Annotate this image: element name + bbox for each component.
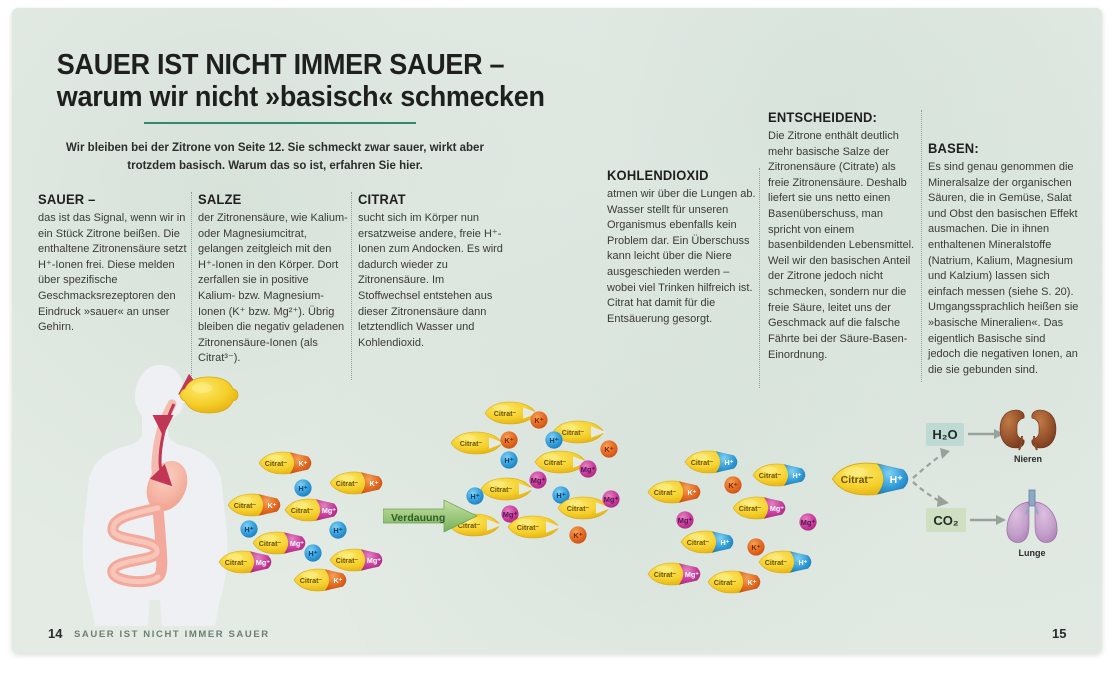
h2o-label: H₂O <box>932 427 958 442</box>
column-heading: ENTSCHEIDEND: <box>768 110 878 125</box>
molecule-lemK <box>646 478 706 506</box>
svg-text:Citrat⁻: Citrat⁻ <box>543 457 567 467</box>
svg-text:Mg⁺: Mg⁺ <box>502 509 518 519</box>
column-separator <box>191 192 192 380</box>
svg-text:Mg⁺: Mg⁺ <box>603 494 619 504</box>
molecule-K <box>600 440 619 459</box>
column-body: der Zitronensäure, wie Kalium- oder Magnesiumcitrat, gelangen zeitgleich mit den H⁺-Ionen in den Körper. Dort zerfallen sie in positive Kalium- bzw. Magnesium-Ionen (K⁺ bzw. Mg²⁺). Übrig bleiben die negativ geladenen Zitronensäure-Ionen (als Citrat³⁻). <box>198 212 348 365</box>
svg-text:H⁺: H⁺ <box>556 490 566 500</box>
molecule-lemMg <box>731 494 791 522</box>
column-body: atmen wir über die Lungen ab. Wasser stellt für unseren Organismus ebenfalls kein Problem dar. Ein Überschuss kann leicht über die Niere ausgeschieden werden – wobei viel Trinken hilfreich ist. Citrat hat damit für die Entsäuerung gesorgt. <box>607 188 756 325</box>
molecule-lemH <box>679 528 739 556</box>
column-heading: BASEN: <box>928 141 979 156</box>
svg-text:Citrat⁻: Citrat⁻ <box>489 484 513 494</box>
column-separator <box>759 168 760 388</box>
svg-text:Mg⁺: Mg⁺ <box>677 515 693 525</box>
svg-text:Mg⁺: Mg⁺ <box>800 517 816 527</box>
page-title <box>40 49 545 124</box>
kidneys-label: Nieren <box>1013 454 1042 464</box>
svg-text:K⁺: K⁺ <box>333 575 343 585</box>
molecule-lemK <box>226 491 286 519</box>
lungs-label: Lunge <box>1018 548 1046 558</box>
svg-text:Mg⁺: Mg⁺ <box>366 555 382 565</box>
svg-text:K⁺: K⁺ <box>267 500 277 510</box>
svg-text:K⁺: K⁺ <box>751 542 761 552</box>
digestion-arrow-label: Verdauung <box>391 512 446 524</box>
svg-text:Mg⁺: Mg⁺ <box>289 538 305 548</box>
svg-text:Citrat⁻: Citrat⁻ <box>233 500 257 510</box>
column-heading: SAUER – <box>38 192 96 207</box>
molecule-H <box>329 521 348 540</box>
svg-text:K⁺: K⁺ <box>728 480 738 490</box>
molecule-K <box>500 431 519 450</box>
molecule-H <box>500 451 519 470</box>
svg-text:Citrat⁻: Citrat⁻ <box>713 577 737 587</box>
svg-text:H⁺: H⁺ <box>308 548 318 558</box>
molecule-lem <box>477 475 537 503</box>
column-body: Es sind genau genommen die Mineralsalze der organischen Säuren, die in Gemüse, Salat und Obst den basischen Effekt ausmachen. Die in ihnen enthaltenen Mineralstoffe (Natrium, Kalium, Magnesium und Kalzium) lassen sich einfach messen (siehe S. 20). Umgangssprachlich heißen sie »basische Mineralien«. Das eigentlich Basische sind jedoch die negativen Ionen, an die sie gebunden sind. <box>928 161 1079 376</box>
svg-text:H⁺: H⁺ <box>470 491 480 501</box>
footer-page-number-right: 15 <box>1052 626 1067 641</box>
svg-text:H⁺: H⁺ <box>298 483 308 493</box>
svg-text:Mg⁺: Mg⁺ <box>321 505 337 515</box>
svg-text:K⁺: K⁺ <box>504 435 514 445</box>
svg-text:H⁺: H⁺ <box>244 524 254 534</box>
column-heading: SALZE <box>198 192 242 207</box>
column-salze <box>198 192 348 367</box>
molecule-H <box>294 479 313 498</box>
svg-text:Citrat⁻: Citrat⁻ <box>840 475 874 487</box>
svg-text:Citrat⁻: Citrat⁻ <box>566 503 590 513</box>
svg-text:Citrat⁻: Citrat⁻ <box>457 520 481 530</box>
svg-text:Citrat⁻: Citrat⁻ <box>459 438 483 448</box>
column-separator <box>351 192 352 380</box>
molecule-lemH <box>757 548 817 576</box>
title-line-1: SAUER IST NICHT IMMER SAUER – <box>56 49 505 81</box>
svg-text:Citrat⁻: Citrat⁻ <box>653 487 677 497</box>
molecule-Mg <box>676 511 695 530</box>
svg-text:Citrat⁻: Citrat⁻ <box>764 557 788 567</box>
svg-text:H⁺: H⁺ <box>724 457 734 467</box>
kidneys-illustration <box>996 406 1060 452</box>
column-body: sucht sich im Körper nun ersatzweise andere, freie H⁺-Ionen zum Andocken. Es wird dadurch wieder zu Zitronensäure. Im Stoffwechsel entstehen aus dieser Zitronensäure dann letztendlich Wasser und Kohlendioxid. <box>358 212 503 349</box>
svg-text:H⁺: H⁺ <box>798 557 808 567</box>
column-heading: CITRAT <box>358 192 406 207</box>
column-body: das ist das Signal, wenn wir in ein Stück Zitrone beißen. Die enthaltene Zitronensäure setzt H⁺-Ionen frei. Diese melden über spezifische Geschmacksrezeptoren den Eindruck »sauer« an unser Gehirn. <box>38 212 187 334</box>
svg-text:Citrat⁻: Citrat⁻ <box>335 478 359 488</box>
molecule-K <box>530 411 549 430</box>
svg-text:H⁺: H⁺ <box>720 537 730 547</box>
svg-text:Citrat⁻: Citrat⁻ <box>738 503 762 513</box>
svg-text:Mg⁺: Mg⁺ <box>255 557 271 567</box>
svg-text:Citrat⁻: Citrat⁻ <box>690 457 714 467</box>
molecule-lem <box>447 429 507 457</box>
molecule-H <box>545 431 564 450</box>
svg-text:Citrat⁻: Citrat⁻ <box>299 575 323 585</box>
svg-text:Citrat⁻: Citrat⁻ <box>516 522 540 532</box>
title-underline <box>144 122 416 124</box>
column-citrat <box>358 192 508 351</box>
svg-text:K⁺: K⁺ <box>747 577 757 587</box>
svg-text:Citrat⁻: Citrat⁻ <box>335 555 359 565</box>
svg-text:K⁺: K⁺ <box>534 415 544 425</box>
column-heading: KOHLENDIOXID <box>607 168 709 183</box>
molecule-lemK <box>257 449 317 477</box>
svg-text:K⁺: K⁺ <box>573 530 583 540</box>
svg-text:Citrat⁻: Citrat⁻ <box>686 537 710 547</box>
column-kohlendioxid <box>607 168 757 327</box>
svg-text:Citrat⁻: Citrat⁻ <box>493 408 517 418</box>
svg-text:H⁺: H⁺ <box>549 435 559 445</box>
molecule-lem <box>504 513 564 541</box>
molecule-lemK <box>706 568 766 596</box>
svg-text:Citrat⁻: Citrat⁻ <box>290 505 314 515</box>
molecule-lemK <box>328 469 388 497</box>
molecule-lemMg <box>646 560 706 588</box>
svg-text:K⁺: K⁺ <box>687 487 697 497</box>
molecule-lemK <box>292 566 352 594</box>
column-entscheidend <box>768 110 916 363</box>
svg-text:Citrat⁻: Citrat⁻ <box>224 557 248 567</box>
svg-text:Citrat⁻: Citrat⁻ <box>653 569 677 579</box>
lemon-fruit <box>176 372 242 418</box>
svg-text:K⁺: K⁺ <box>298 458 308 468</box>
footer-page-number-left: 14 <box>48 626 63 641</box>
molecule-lemH <box>830 459 917 500</box>
co2-label: CO₂ <box>933 512 959 528</box>
title-line-2: warum wir nicht »basisch« schmecken <box>56 80 545 113</box>
lungs-illustration <box>1000 488 1064 546</box>
molecule-lemH <box>751 461 811 489</box>
molecule-lemH <box>683 448 743 476</box>
svg-text:H⁺: H⁺ <box>333 525 343 535</box>
molecule-lemMg <box>217 548 277 576</box>
intro-text <box>30 140 520 176</box>
column-sauer <box>38 192 188 336</box>
svg-text:K⁺: K⁺ <box>604 444 614 454</box>
intro-line-1: Wir bleiben bei der Zitrone von Seite 12. Sie schmeckt zwar sauer, wirkt aber <box>66 142 484 154</box>
co2-box <box>926 508 966 532</box>
molecule-K <box>569 526 588 545</box>
column-body: Die Zitrone enthält deutlich mehr basische Salze der Zitronensäure (Citrate) als freie Zitronensäure. Deshalb liefert sie uns netto einen Basenüberschuss, man spricht von einem basenbildenden Lebensmittel. Weil wir den basischen Anteil der Zitrone jedoch nicht schmecken, sondern nur die freie Säure, leitet uns der Geschmack auf die falsche Fährte bei der Säure-Basen-Einordnung. <box>768 130 915 361</box>
svg-text:Citrat⁻: Citrat⁻ <box>264 458 288 468</box>
svg-text:K⁺: K⁺ <box>369 478 379 488</box>
svg-text:Mg⁺: Mg⁺ <box>580 464 596 474</box>
svg-text:Mg⁺: Mg⁺ <box>769 503 785 513</box>
h2o-box <box>926 423 964 446</box>
svg-text:H⁺: H⁺ <box>504 455 514 465</box>
column-basen <box>928 141 1080 379</box>
svg-text:Citrat⁻: Citrat⁻ <box>758 470 782 480</box>
svg-text:H⁺: H⁺ <box>792 470 802 480</box>
fork-arrows <box>905 445 963 511</box>
svg-text:Mg⁺: Mg⁺ <box>684 569 700 579</box>
svg-text:Citrat⁻: Citrat⁻ <box>258 538 282 548</box>
molecule-H <box>304 544 323 563</box>
column-separator <box>921 110 922 382</box>
molecule-Mg <box>602 490 621 509</box>
svg-text:Citrat⁻: Citrat⁻ <box>561 427 585 437</box>
svg-text:Mg⁺: Mg⁺ <box>530 475 546 485</box>
molecule-Mg <box>799 513 818 532</box>
molecule-Mg <box>579 460 598 479</box>
molecule-K <box>724 476 743 495</box>
footer-running-title: SAUER IST NICHT IMMER SAUER <box>74 629 270 640</box>
intro-line-2: trotzdem basisch. Warum das so ist, erfahren Sie hier. <box>127 159 423 172</box>
svg-text:H⁺: H⁺ <box>889 475 903 487</box>
